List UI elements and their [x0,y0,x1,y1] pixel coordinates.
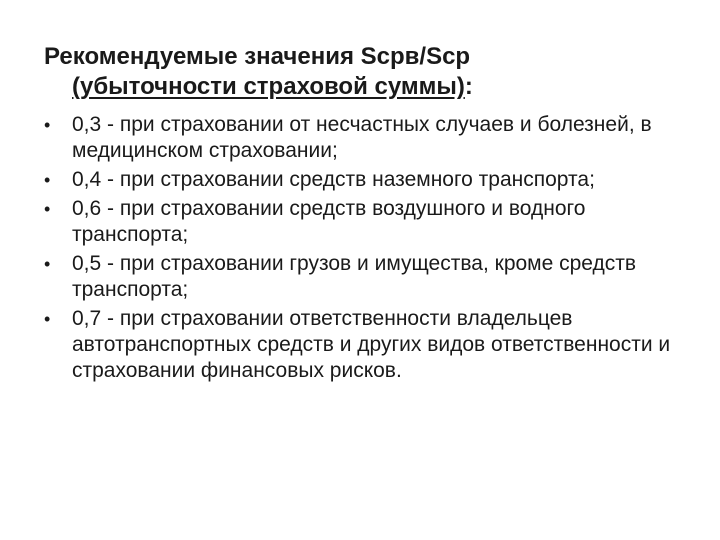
bullet-list [44,112,694,387]
heading-colon: : [464,73,473,100]
list-item-text: 0,7 - при страховании ответственности владельцев автотранспортных средств и других видов ответственности и страховании финансовых рисков. [72,307,671,382]
bullet-icon: • [44,170,51,190]
list-item [44,112,694,164]
list-item-text: 0,3 - при страховании от несчастных случаев и болезней, в медицинском страховании; [72,113,652,162]
list-item [44,306,694,384]
list-item [44,196,694,248]
heading-line-2 [44,72,684,102]
bullet-icon: • [44,254,51,274]
bullet-icon: • [44,115,51,135]
list-item-text: 0,5 - при страховании грузов и имущества, кроме средств транспорта; [72,252,637,301]
slide-heading [44,42,684,102]
heading-underlined-text: (убыточности страховой суммы) [72,73,465,100]
heading-line-1: Рекомендуемые значения Scpв/Scp [44,43,471,70]
bullet-icon: • [44,199,51,219]
list-item [44,251,694,303]
list-item-text: 0,4 - при страховании средств наземного транспорта; [72,168,595,191]
bullet-icon: • [44,309,51,329]
list-item [44,167,694,193]
list-item-text: 0,6 - при страховании средств воздушного и водного транспорта; [72,197,586,246]
